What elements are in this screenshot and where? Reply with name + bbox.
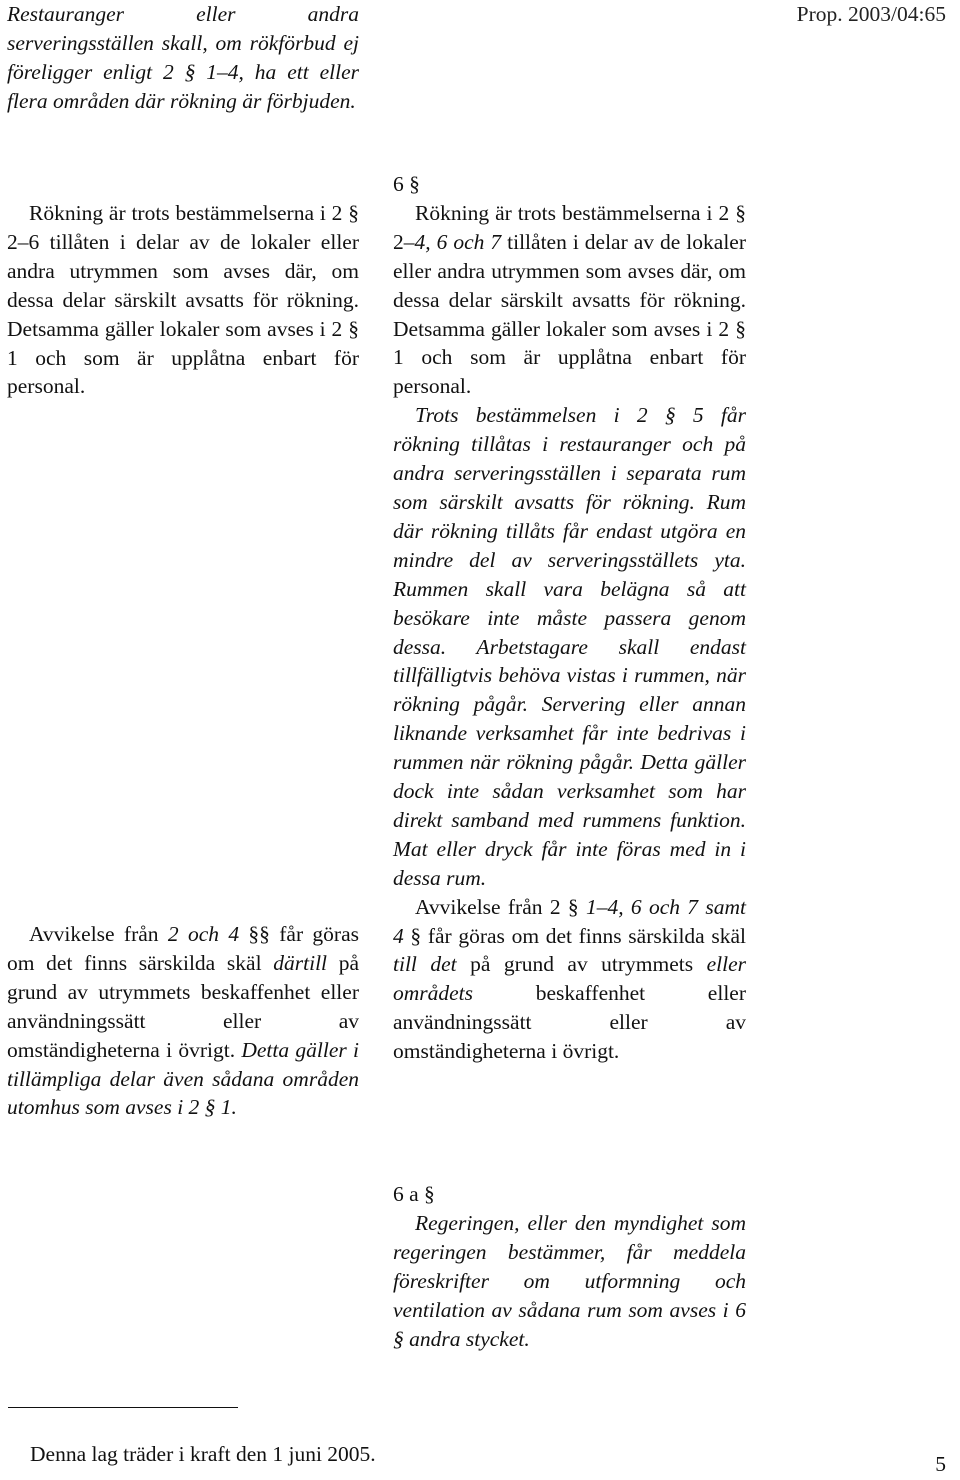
text-run: Rökning är trots bestämmelserna i 2 § 2– [393, 200, 746, 254]
text-run-italic: till det [393, 952, 457, 977]
text-run-italic: eller områdets [393, 952, 746, 1006]
text-run: på grund av utrymmets beskaffenhet eller användningssätt eller av omständigheterna i övrigt. [7, 950, 359, 1062]
text-run-italic: 4, 6 och 7 [414, 229, 502, 254]
left-column-top [7, 0, 359, 116]
text-run-italic: därtill [273, 950, 328, 975]
text-run: på grund av utrymmets [456, 952, 707, 977]
right-column-section-6a [393, 1180, 746, 1353]
text-run: § får göras om det finns särskilda skäl [403, 923, 746, 948]
left-paragraph-restaurants: Restauranger eller andra serveringsställen skall, om rökförbud ej föreligger enligt 2 § 1–4, ha ett eller flera områden där rökning är förbjuden. [7, 2, 359, 113]
right-paragraph-deviation [393, 893, 746, 1066]
footnote-text: Denna lag träder i kraft den 1 juni 2005. [30, 1442, 376, 1466]
footnote-divider [8, 1407, 238, 1408]
left-paragraph-deviation [7, 920, 359, 1122]
section-heading-6: 6 § [393, 172, 420, 196]
text-run: tillåten i delar av de lokaler eller andra utrymmen som avses där, om dessa delar särskilt avsatts för rökning. Detsamma gäller lokaler som avses i 2 § 1 och som är upplåtna enbart för personal. [393, 229, 746, 399]
text-run: §§ får göras om det finns särskilda skäl [7, 922, 360, 975]
right-paragraph-separate-rooms: Trots bestämmelsen i 2 § 5 får rökning tillåtas i restauranger och på andra serveringsställen i separata rum som särskilt avsatts för rökning. Rum där rökning tillåts får endast utgöra en mindre del av serveringsställets yta. Rummen skall vara belägna så att besökare inte måste passera genom dessa. Arbetstagare skall endast tillfälligtvis behöva vistas i rummen, när rökning pågår. Servering eller annan liknande verksamhet får inte bedrivas i rummen när rökning pågår. Detta gäller dock inte sådan verksamhet som har direkt samband med rummens funktion. Mat eller dryck får inte föras med in i dessa rum. [393, 403, 746, 890]
left-column-middle [7, 199, 359, 401]
text-run: beskaffenhet eller användningssätt eller av omständigheterna i övrigt. [393, 981, 746, 1064]
right-column-main [393, 170, 746, 1066]
document-reference: Prop. 2003/04:65 [796, 2, 946, 26]
section-heading-6a: 6 a § [393, 1182, 435, 1206]
right-paragraph-smoking-allowed [393, 199, 746, 401]
text-run-italic: 2 och 4 [167, 922, 240, 946]
text-run-italic: Detta gäller i tillämpliga delar även sådana områden utomhus som avses i 2 § 1. [7, 1037, 359, 1120]
text-run: Avvikelse från 2 § [415, 894, 586, 919]
text-run-italic: 1–4, 6 och 7 samt 4 [393, 894, 746, 948]
left-column-bottom [7, 920, 359, 1122]
text-run: Avvikelse från [29, 922, 168, 946]
left-paragraph-smoking-allowed: Rökning är trots bestämmelserna i 2 § 2–6 tillåten i delar av de lokaler eller andra utrymmen som avses där, om dessa delar särskilt avsatts för rökning. Detsamma gäller lokaler som avses i 2 § 1 och som är upplåtna enbart för personal. [7, 201, 359, 399]
right-paragraph-regulations: Regeringen, eller den myndighet som regeringen bestämmer, får meddela föreskrifter om utformning och ventilation av sådana rum som avses i 6 § andra stycket. [393, 1210, 746, 1351]
page-number: 5 [935, 1452, 946, 1476]
